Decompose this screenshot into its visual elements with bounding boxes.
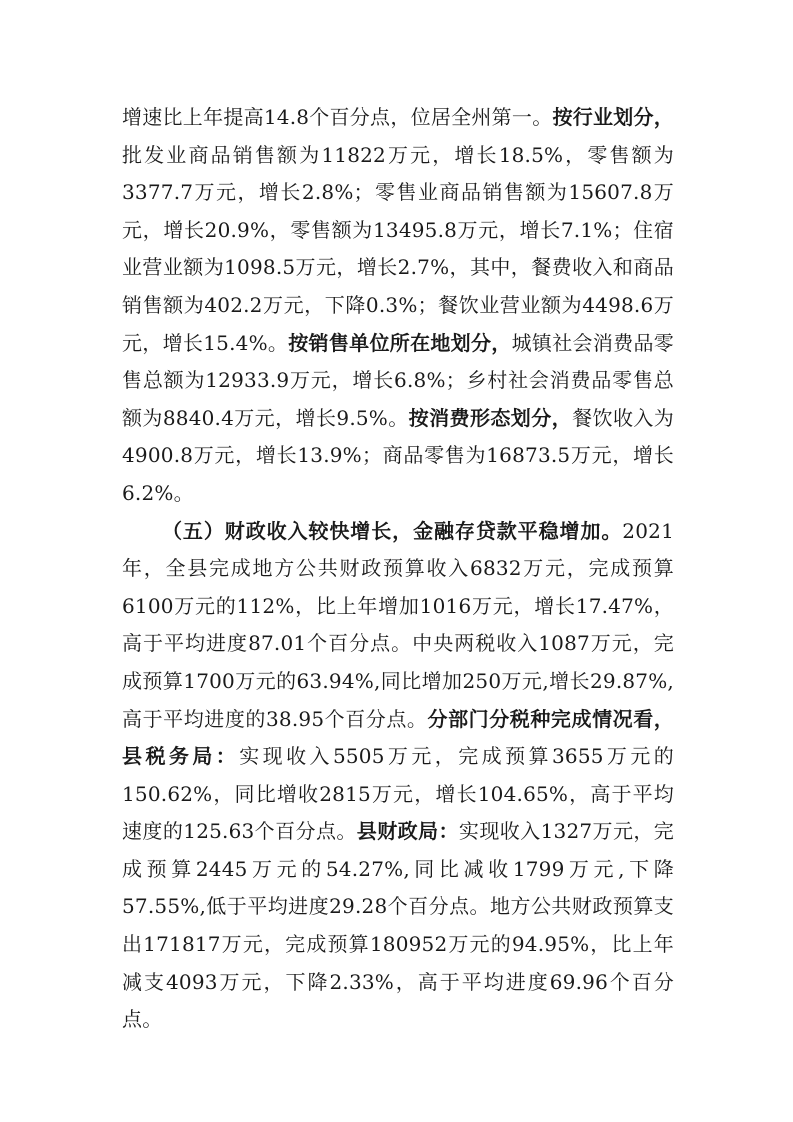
document-body [122, 99, 674, 1039]
heading-run-finance-bureau: 县财政局： [356, 819, 459, 844]
heading-run-by-consumption-form: 按消费形态划分， [408, 405, 573, 430]
heading-run-by-industry: 按行业划分， [552, 105, 675, 129]
text-run: 批发业商品销售额为11822万元，增长18.5%，零售额为3377.7万元，增长2.8%；零售业商品销售额为15607.8万元，增长20.9%，零售额为13495.8万元，增长7.1%；住宿业营业额为1098.5万元，增长2.7%，其中，餐费收入和商品销售额为402.2万元，下降0.3%；餐饮业营业额为4498.6万元，增长15.4%。 [122, 142, 674, 355]
heading-run-by-location: 按销售单位所在地划分， [288, 330, 512, 355]
paragraph-retail-sales [122, 99, 674, 513]
text-run: 实现收入1327万元，完成预算2445万元的54.27%,同比减收1799万元,下降57.55%,低于平均进度29.28个百分点。地方公共财政预算支出171817万元，完成预算180952万元的94.95%，比上年减支4093万元，下降2.33%，高于平均进度69.96个百分点。 [122, 819, 675, 1032]
text-run: 城镇社会消费品零售总额为12933.9万元，增长6.8%；乡村社会消费品零售总额为8840.4万元，增长9.5%。 [122, 330, 674, 430]
text-run: 2021年，全县完成地方公共财政预算收入6832万元，完成预算6100万元的112%，比上年增加1016万元，增长17.47%，高于平均进度87.01个百分点。中央两税收入1087万元，完成预算1700万元的63.94%,同比增加250万元,增长29.87%,高于平均进度的38.95个百分点。 [122, 518, 674, 731]
text-run: 增速比上年提高14.8个百分点，位居全州第一。 [122, 105, 553, 129]
section-heading-five: （五）财政收入较快增长，金融存贷款平稳增加。 [162, 518, 623, 543]
text-run: 实现收入5505万元，完成预算3655万元的150.62%，同比增收2815万元，增长104.65%，高于平均速度的125.63个百分点。 [122, 744, 674, 844]
paragraph-fiscal-revenue [122, 513, 674, 1039]
text-run: 餐饮收入为4900.8万元，增长13.9%；商品零售为16873.5万元，增长6.2%。 [122, 405, 674, 505]
heading-run-tax-bureau: 分部门分税种完成情况看，县税务局： [122, 706, 674, 769]
